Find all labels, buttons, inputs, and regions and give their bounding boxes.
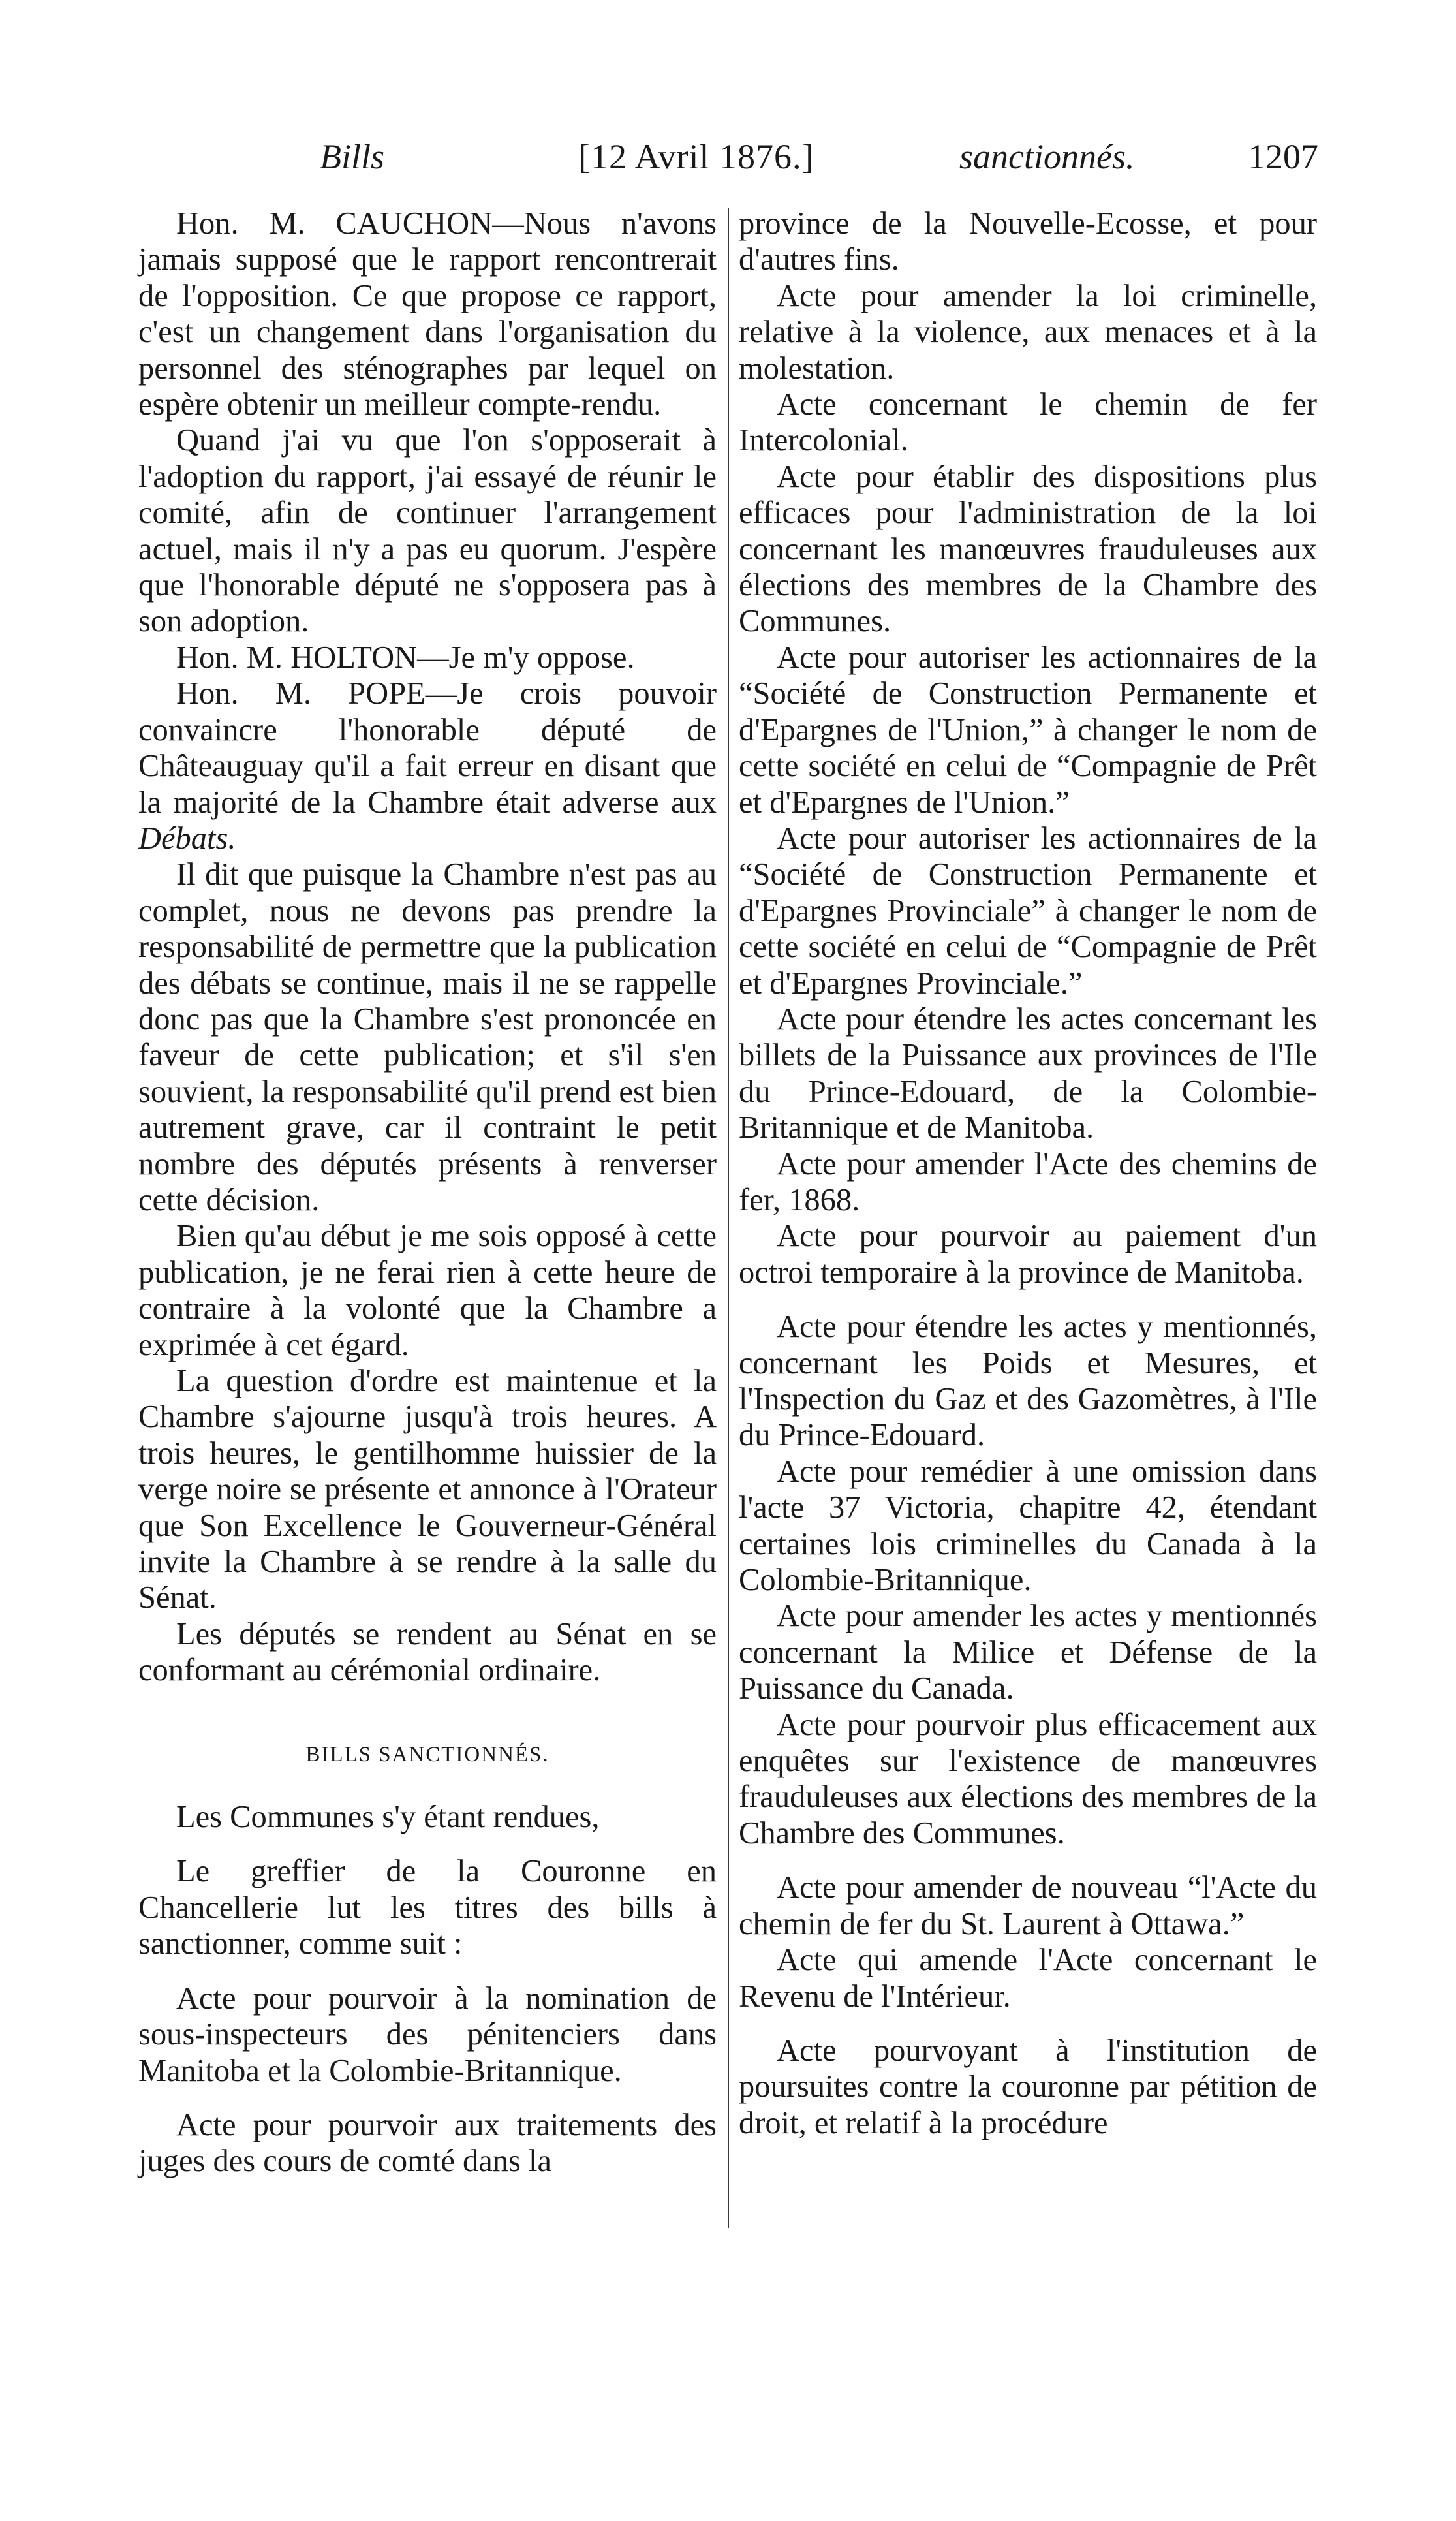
page-number: 1207 — [1248, 137, 1318, 176]
column-divider — [728, 208, 729, 2228]
paragraph: Il dit que puisque la Chambre n'est pas au complet, nous ne devons pas prendre la responsabilité de permettre que la publication des débats se continue, mais il ne se rappelle donc pas que la Chambre s'est prononcée en faveur de cette publication; et s'il s'en souvient, la responsabilité qu'il prend est bien autrement grave, car il contraint le petit nombre des députés présents à renverser cette décision. — [138, 857, 717, 1217]
paragraph: Acte pour amender de nouveau “l'Acte du chemin de fer du St. Laurent à Ottawa.” — [739, 1870, 1317, 1941]
paragraph: Les députés se rendent au Sénat en se conformant au cérémonial ordinaire. — [138, 1616, 717, 1688]
paragraph: Acte concernant le chemin de fer Intercolonial. — [739, 387, 1317, 458]
header-left-title: Bills — [320, 137, 385, 176]
paragraph: province de la Nouvelle-Ecosse, et pour d'autres fins. — [739, 206, 1317, 277]
italic-term: Débats. — [138, 821, 236, 856]
right-column — [739, 206, 1317, 2141]
paragraph: Acte pour étendre les actes y mentionnés, concernant les Poids et Mesures, et l'Inspection du Gaz et des Gazomètres, à l'Ile du Prince-Edouard. — [739, 1309, 1317, 1453]
paragraph: Quand j'ai vu que l'on s'opposerait à l'adoption du rapport, j'ai essayé de réunir le comité, afin de continuer l'arrangement actuel, mais il n'y a pas eu quorum. J'espère que l'honorable député ne s'opposera pas à son adoption. — [138, 423, 717, 639]
paragraph: Le greffier de la Couronne en Chancellerie lut les titres des bills à sanctionner, comme suit : — [138, 1854, 717, 1962]
section-title: BILLS SANCTIONNÉS. — [305, 1742, 550, 1766]
paragraph: Hon. M. CAUCHON—Nous n'avons jamais supposé que le rapport rencontrerait de l'opposition. Ce que propose ce rapport, c'est un changement dans l'organisation du personnel des sténographes par lequel on espère obtenir un meilleur compte-rendu. — [138, 206, 717, 422]
paragraph: Acte pour pourvoir aux traitements des juges des cours de comté dans la — [138, 2107, 717, 2179]
header-right-title: sanctionnés. — [959, 137, 1135, 176]
paragraph: Acte pour amender la loi criminelle, relative à la violence, aux menaces et à la molestation. — [739, 278, 1317, 386]
paragraph: Bien qu'au début je me sois opposé à cette publication, je ne ferai rien à cette heure de contraire à la volonté que la Chambre a exprimée à cet égard. — [138, 1219, 717, 1362]
header-date: [12 Avril 1876.] — [578, 137, 814, 176]
paragraph: Acte pour pourvoir à la nomination de sous-inspecteurs des pénitenciers dans Manitoba et la Colombie-Britannique. — [138, 1981, 717, 2088]
paragraph: Acte pour pourvoir plus efficacement aux enquêtes sur l'existence de manœuvres frauduleuses aux élections des membres de la Chambre des Communes. — [739, 1707, 1317, 1851]
paragraph: Acte pourvoyant à l'institution de poursuites contre la couronne par pétition de droit, et relatif à la procédure — [739, 2033, 1317, 2140]
paragraph: Acte pour autoriser les actionnaires de la “Société de Construction Permanente et d'Epargnes Provinciale” à changer le nom de cette société en celui de “Compagnie de Prêt et d'Epargnes Provinciale.” — [739, 821, 1317, 1001]
left-column — [138, 206, 717, 2180]
paragraph: Hon. M. HOLTON—Je m'y oppose. — [176, 640, 635, 675]
paragraph: Acte pour établir des dispositions plus efficaces pour l'administration de la loi concernant les manœuvres frauduleuses aux élections des membres de la Chambre des Communes. — [739, 459, 1317, 639]
paragraph — [138, 676, 717, 856]
page-header — [320, 131, 1318, 183]
paragraph: Acte pour pourvoir au paiement d'un octroi temporaire à la province de Manitoba. — [739, 1219, 1317, 1290]
paragraph: Acte pour amender l'Acte des chemins de fer, 1868. — [739, 1146, 1317, 1217]
paragraph: Acte pour remédier à une omission dans l'acte 37 Victoria, chapitre 42, étendant certaines lois criminelles du Canada à la Colombie-Britannique. — [739, 1454, 1317, 1598]
paragraph: Acte pour autoriser les actionnaires de la “Société de Construction Permanente et d'Epargnes de l'Union,” à changer le nom de cette société en celui de “Compagnie de Prêt et d'Epargnes de l'Union.” — [739, 640, 1317, 820]
paragraph: Acte qui amende l'Acte concernant le Revenu de l'Intérieur. — [739, 1943, 1317, 2014]
paragraph-text: Hon. M. POPE—Je crois pouvoir convaincre l'honorable député de Châteauguay qu'il a fait erreur en disant que la majorité de la Chambre était adverse aux — [138, 676, 717, 820]
paragraph: Les Communes s'y étant rendues, — [176, 1800, 600, 1835]
paragraph: Acte pour étendre les actes concernant les billets de la Puissance aux provinces de l'Ile du Prince-Edouard, de la Colombie-Britannique et de Manitoba. — [739, 1001, 1317, 1146]
paragraph: La question d'ordre est maintenue et la Chambre s'ajourne jusqu'à trois heures. A trois heures, le gentilhomme huissier de la verge noire se présente et annonce à l'Orateur que Son Excellence le Gouverneur-Général invite la Chambre à se rendre à la salle du Sénat. — [138, 1364, 717, 1616]
paragraph: Acte pour amender les actes y mentionnés concernant la Milice et Défense de la Puissance du Canada. — [739, 1599, 1317, 1706]
